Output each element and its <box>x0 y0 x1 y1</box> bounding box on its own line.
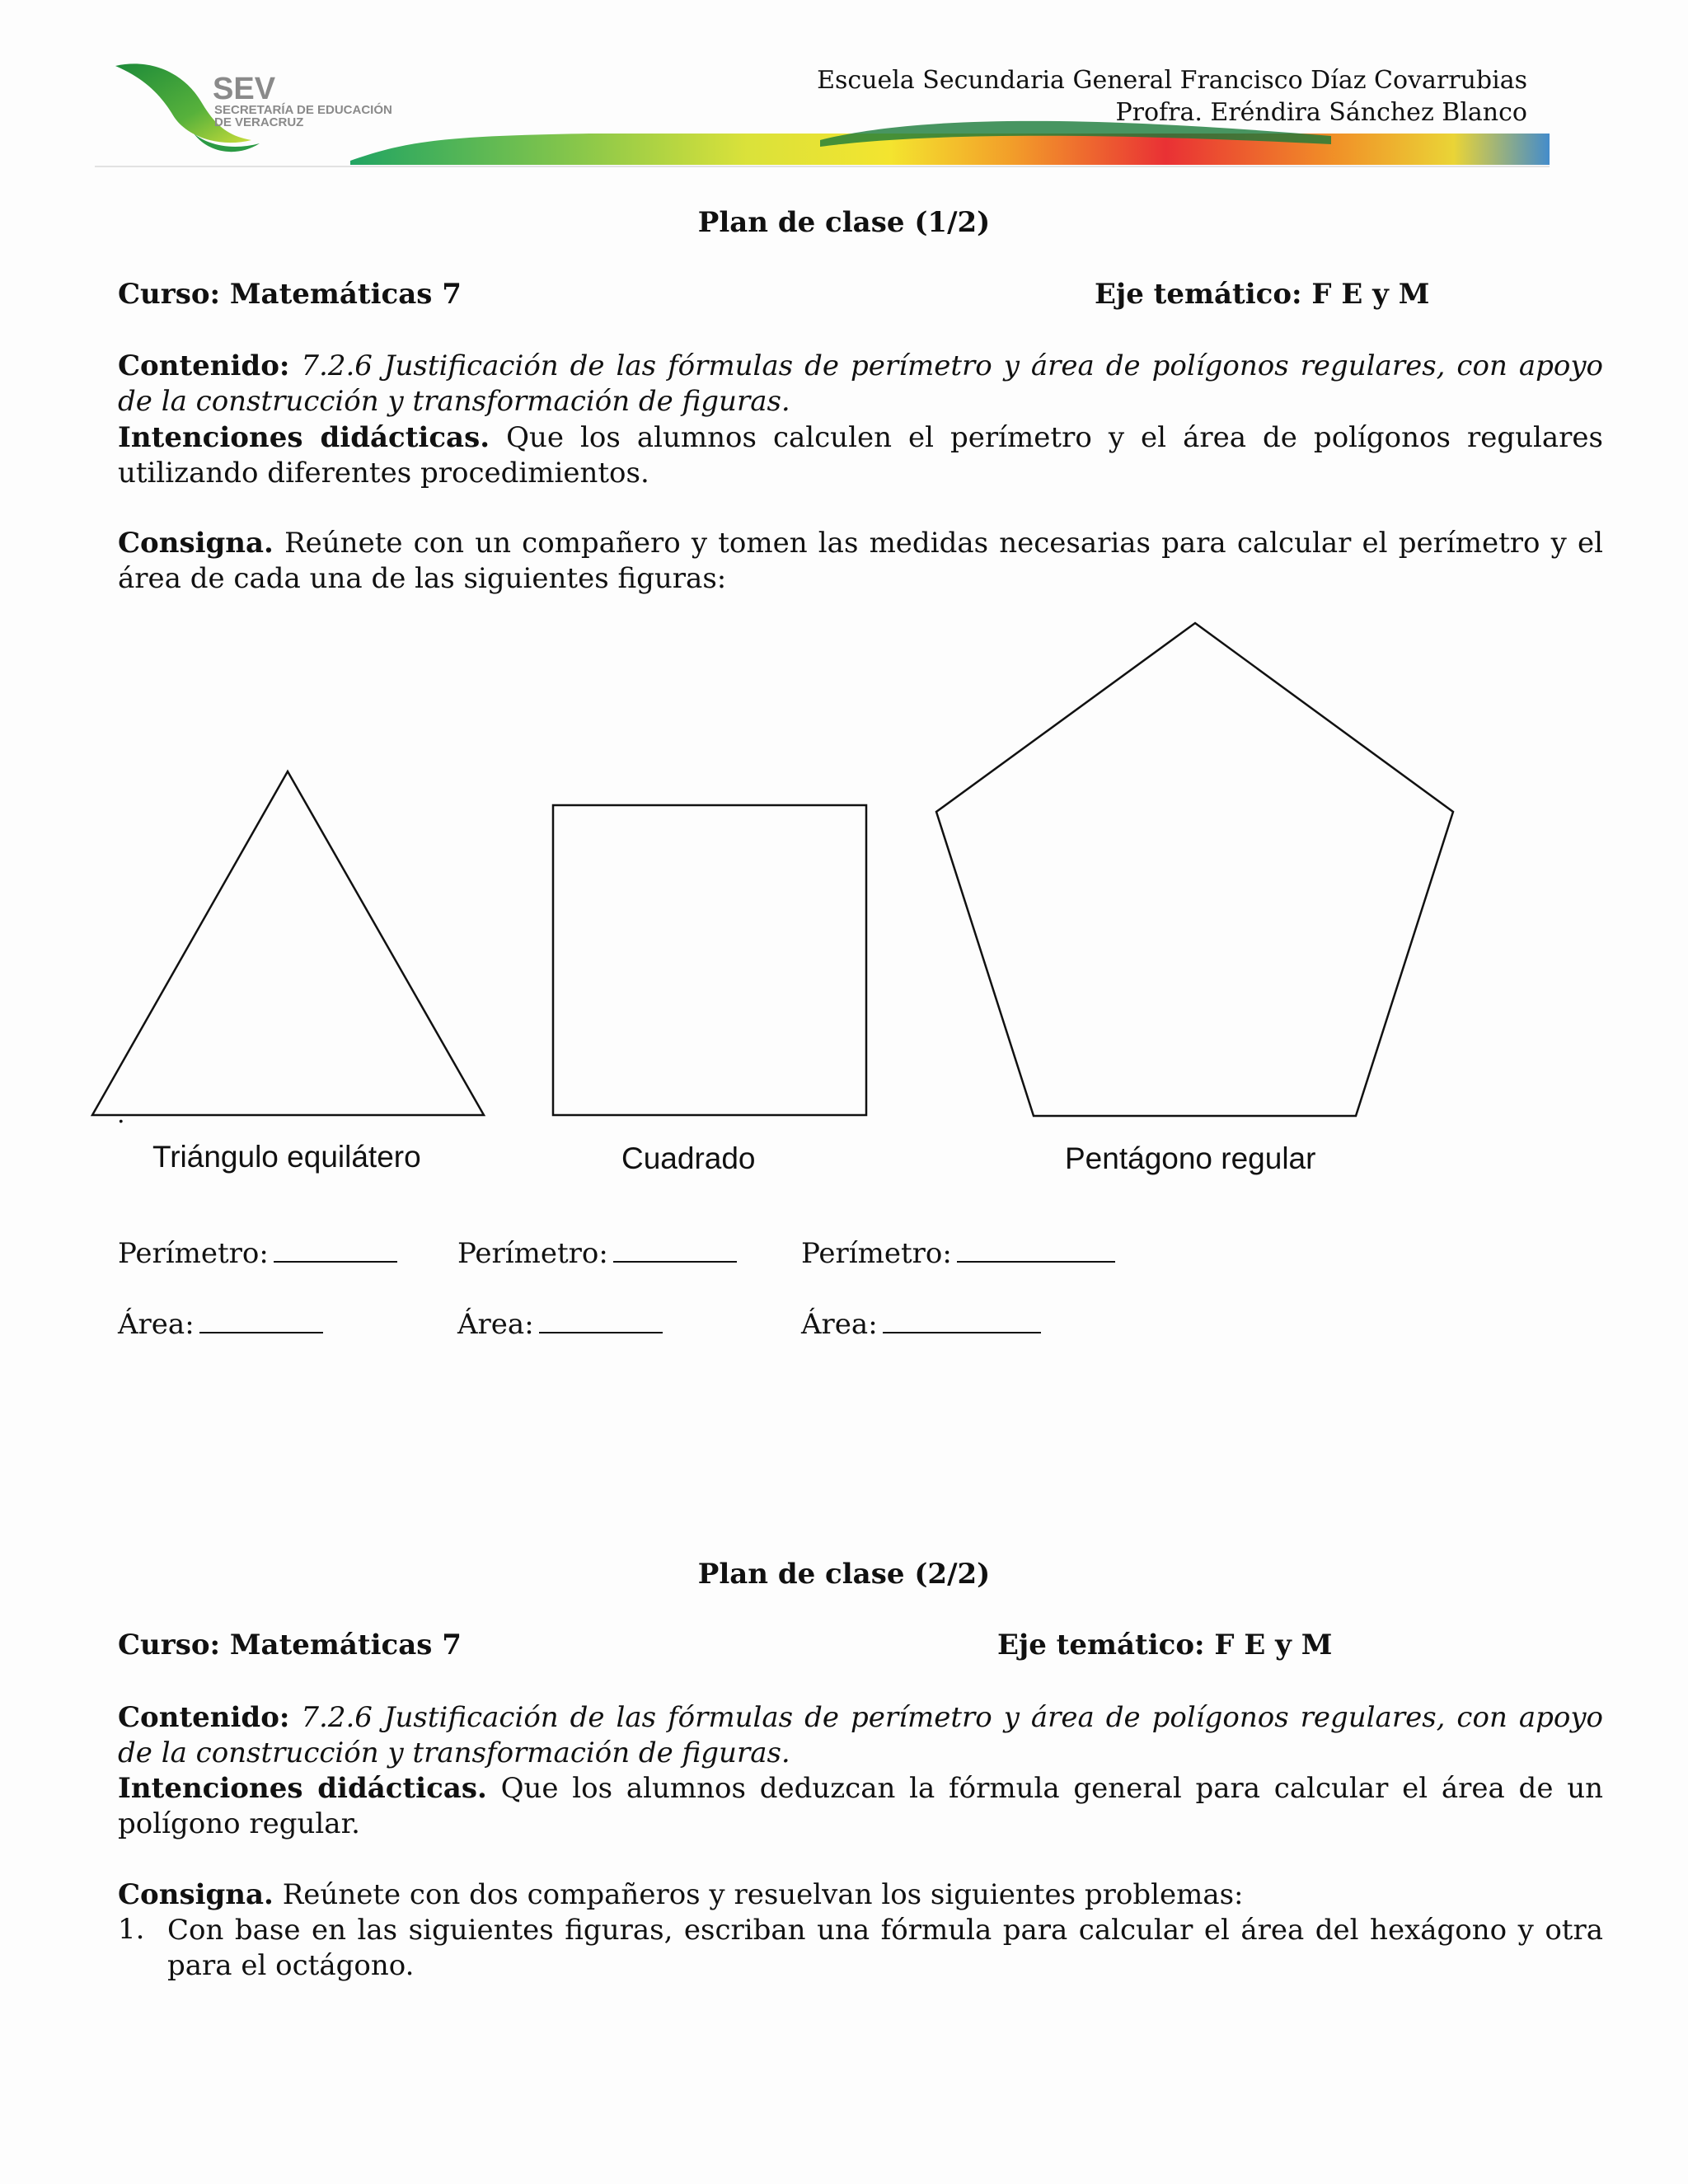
answer-blank[interactable] <box>274 1236 397 1263</box>
consigna-label: Consigna. <box>118 1878 274 1911</box>
plan2-curso: Curso: Matemáticas 7 <box>118 1629 462 1661</box>
intenciones-text: Que los alumnos calculen el perímetro y el área de polígonos regulares utilizando diferentes procedimientos. <box>118 421 1603 490</box>
logo-subtitle-1: SECRETARÍA DE EDUCACIÓN <box>214 103 392 117</box>
plan2-intenciones <box>118 1771 1603 1842</box>
plan1-curso: Curso: Matemáticas 7 <box>118 278 462 311</box>
consigna-text: Reúnete con dos compañeros y resuelvan los siguientes problemas: <box>282 1878 1244 1911</box>
plan1-title: Plan de clase (1/2) <box>697 206 991 239</box>
plan1-eje: Eje temático: F E y M <box>1095 278 1430 311</box>
intenciones-label: Intenciones didácticas. <box>118 421 490 454</box>
pentagon-area <box>801 1307 1041 1341</box>
list-item-text: Con base en las siguientes figuras, escriban una fórmula para calcular el área del hexágono y otra para el octágono. <box>167 1914 1603 1982</box>
logo-subtitle-2: DE VERACRUZ <box>214 115 304 129</box>
perimetro-label: Perímetro: <box>457 1237 608 1270</box>
plan2-contenido <box>118 1700 1603 1771</box>
pentagon-label: Pentágono regular <box>1065 1141 1316 1175</box>
square-label: Cuadrado <box>621 1141 756 1175</box>
logo-title: SEV <box>213 72 276 106</box>
contenido-text: 7.2.6 Justificación de las fórmulas de perímetro y área de polígonos regulares, con apoyo de la construcción y transformación de figuras. <box>118 1701 1603 1769</box>
square-perimeter <box>457 1236 737 1270</box>
plan1-intenciones <box>118 420 1603 491</box>
plan2-title: Plan de clase (2/2) <box>697 1558 991 1591</box>
answer-blank[interactable] <box>613 1236 737 1263</box>
contenido-text: 7.2.6 Justificación de las fórmulas de perímetro y área de polígonos regulares, con apoyo de la construcción y transformación de figuras. <box>118 349 1603 418</box>
square <box>553 805 866 1115</box>
area-label: Área: <box>118 1308 195 1341</box>
perimetro-label: Perímetro: <box>801 1237 952 1270</box>
pentagon-perimeter <box>801 1236 1115 1270</box>
list-item-number: 1. <box>118 1913 145 1946</box>
consigna-text: Reúnete con un compañero y tomen las medidas necesarias para calcular el perímetro y el área de cada una de las siguientes figuras: <box>118 527 1604 595</box>
answer-blank[interactable] <box>957 1236 1115 1263</box>
equilateral-triangle <box>92 771 484 1115</box>
teacher-name: Profra. Eréndira Sánchez Blanco <box>1115 98 1527 127</box>
answer-blank[interactable] <box>883 1307 1041 1333</box>
answer-blank[interactable] <box>199 1307 323 1333</box>
intenciones-label: Intenciones didácticas. <box>118 1772 487 1805</box>
school-name: Escuela Secundaria General Francisco Díaz Covarrubias <box>817 66 1527 95</box>
regular-pentagon <box>936 623 1453 1116</box>
plan2-consigna <box>118 1877 1603 1913</box>
triangle-perimeter <box>118 1236 397 1270</box>
consigna-label: Consigna. <box>118 527 274 560</box>
logo <box>213 71 435 132</box>
stray-dot: . <box>117 1100 125 1129</box>
triangle-area <box>118 1307 323 1341</box>
square-area <box>457 1307 663 1341</box>
contenido-label: Contenido: <box>118 1701 290 1734</box>
area-label: Área: <box>457 1308 534 1341</box>
triangle-label: Triángulo equilátero <box>152 1140 421 1174</box>
sev-logo-text <box>213 71 435 129</box>
perimetro-label: Perímetro: <box>118 1237 269 1270</box>
answer-blank[interactable] <box>539 1307 663 1333</box>
shapes-figure <box>0 610 1688 1137</box>
intenciones-text: Que los alumnos deduzcan la fórmula general para calcular el área de un polígono regular. <box>118 1772 1604 1840</box>
plan1-contenido <box>118 349 1603 419</box>
plan1-consigna <box>118 526 1603 597</box>
plan2-eje: Eje temático: F E y M <box>997 1629 1333 1661</box>
contenido-label: Contenido: <box>118 349 290 382</box>
area-label: Área: <box>801 1308 878 1341</box>
